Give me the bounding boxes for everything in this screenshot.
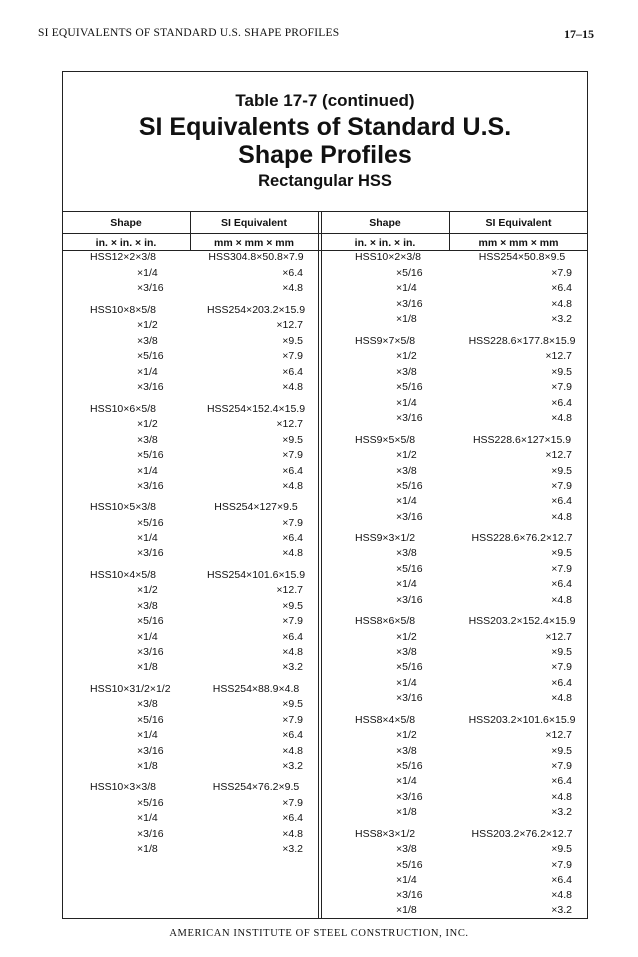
shape-cell: ×1/4 xyxy=(137,465,158,477)
si-cell: ×3.2 xyxy=(282,760,303,772)
si-cell: ×9.5 xyxy=(551,547,572,559)
col-header-shape-right: Shape xyxy=(369,217,401,229)
si-cell: ×7.9 xyxy=(282,517,303,529)
shape-cell: ×3/8 xyxy=(137,698,158,710)
shape-cell: ×1/2 xyxy=(396,449,417,461)
shape-cell: ×3/16 xyxy=(396,412,423,424)
units-si-left: mm × mm × mm xyxy=(214,237,294,249)
si-cell: ×4.8 xyxy=(551,412,572,424)
running-header: SI EQUIVALENTS OF STANDARD U.S. SHAPE PROFILES xyxy=(38,27,340,39)
shape-cell: ×1/4 xyxy=(396,874,417,886)
footer-publisher: AMERICAN INSTITUTE OF STEEL CONSTRUCTION, INC. xyxy=(169,928,469,939)
shape-cell: HSS9×7×5/8 xyxy=(355,335,416,347)
units-us-right: in. × in. × in. xyxy=(354,237,416,249)
si-cell: HSS254×127×9.5 xyxy=(214,501,298,513)
shape-cell: ×1/4 xyxy=(137,631,158,643)
shape-cell: ×1/8 xyxy=(396,904,417,916)
shape-cell: ×1/4 xyxy=(396,677,417,689)
si-cell: ×6.4 xyxy=(282,532,303,544)
shape-cell: ×3/16 xyxy=(137,480,164,492)
shape-cell: ×1/4 xyxy=(137,532,158,544)
si-cell: HSS203.2×76.2×12.7 xyxy=(471,828,573,840)
shape-cell: ×1/8 xyxy=(137,661,158,673)
si-cell: ×12.7 xyxy=(545,729,572,741)
table-subtitle: Rectangular HSS xyxy=(258,172,392,190)
si-cell: ×6.4 xyxy=(551,775,572,787)
si-cell: ×12.7 xyxy=(276,418,303,430)
si-cell: ×4.8 xyxy=(282,745,303,757)
si-cell: ×4.8 xyxy=(551,692,572,704)
table-number: Table 17-7 (continued) xyxy=(235,91,415,110)
si-cell: ×3.2 xyxy=(551,313,572,325)
si-cell: ×12.7 xyxy=(545,350,572,362)
shape-cell: HSS10×4×5/8 xyxy=(90,569,156,581)
shape-cell: ×1/4 xyxy=(137,267,158,279)
shape-cell: ×1/2 xyxy=(396,729,417,741)
shape-cell: ×1/4 xyxy=(396,775,417,787)
si-cell: ×7.9 xyxy=(551,859,572,871)
si-cell: ×4.8 xyxy=(282,480,303,492)
shape-cell: HSS10×3×3/8 xyxy=(90,781,156,793)
si-cell: ×9.5 xyxy=(282,434,303,446)
si-cell: ×4.8 xyxy=(282,381,303,393)
shape-cell: ×3/16 xyxy=(396,594,423,606)
si-cell: ×4.8 xyxy=(551,791,572,803)
si-cell: ×4.8 xyxy=(282,828,303,840)
shape-cell: HSS8×6×5/8 xyxy=(355,615,416,627)
shape-cell: ×5/16 xyxy=(137,797,164,809)
si-cell: ×9.5 xyxy=(551,465,572,477)
si-cell: ×6.4 xyxy=(282,729,303,741)
si-cell: ×6.4 xyxy=(282,812,303,824)
si-cell: ×7.9 xyxy=(282,350,303,362)
shape-cell: ×1/4 xyxy=(396,397,417,409)
shape-cell: ×5/16 xyxy=(396,563,423,575)
shape-cell: ×5/16 xyxy=(137,615,164,627)
shape-cell: ×1/8 xyxy=(396,313,417,325)
shape-cell: ×1/4 xyxy=(396,578,417,590)
si-cell: ×4.8 xyxy=(282,547,303,559)
si-cell: ×6.4 xyxy=(551,495,572,507)
shape-cell: ×1/2 xyxy=(137,319,158,331)
shape-cell: HSS10×2×3/8 xyxy=(355,251,421,263)
shape-cell: ×1/4 xyxy=(137,366,158,378)
shape-cell: ×5/16 xyxy=(396,661,423,673)
si-cell: ×3.2 xyxy=(551,806,572,818)
si-cell: HSS203.2×101.6×15.9 xyxy=(468,714,576,726)
si-cell: ×7.9 xyxy=(282,615,303,627)
si-cell: ×4.8 xyxy=(282,646,303,658)
si-cell: ×6.4 xyxy=(282,267,303,279)
si-cell: ×6.4 xyxy=(282,631,303,643)
si-cell: ×12.7 xyxy=(276,319,303,331)
si-cell: HSS254×88.9×4.8 xyxy=(212,683,300,695)
si-cell: ×7.9 xyxy=(551,760,572,772)
si-cell: ×6.4 xyxy=(551,874,572,886)
col-header-shape-left: Shape xyxy=(110,217,142,229)
si-cell: ×9.5 xyxy=(551,366,572,378)
shape-cell: ×1/4 xyxy=(396,495,417,507)
divider-center-b xyxy=(321,211,322,918)
si-cell: ×4.8 xyxy=(551,511,572,523)
units-si-right: mm × mm × mm xyxy=(478,237,559,249)
shape-cell: ×1/8 xyxy=(137,843,158,855)
shape-cell: ×3/8 xyxy=(396,745,417,757)
rule-top xyxy=(62,211,588,212)
shape-cell: ×3/16 xyxy=(137,745,164,757)
shape-cell: ×3/8 xyxy=(137,434,158,446)
table-title-line-2: Shape Profiles xyxy=(238,141,412,169)
si-cell: ×7.9 xyxy=(282,449,303,461)
si-cell: ×7.9 xyxy=(551,661,572,673)
shape-cell: ×1/2 xyxy=(396,631,417,643)
shape-cell: ×1/2 xyxy=(396,350,417,362)
shape-cell: ×3/8 xyxy=(396,547,417,559)
shape-cell: ×3/16 xyxy=(137,547,164,559)
shape-cell: ×3/16 xyxy=(137,828,164,840)
shape-cell: ×1/4 xyxy=(137,812,158,824)
rule-mid xyxy=(62,233,588,234)
shape-cell: ×3/8 xyxy=(137,600,158,612)
si-cell: ×9.5 xyxy=(551,745,572,757)
shape-cell: HSS12×2×3/8 xyxy=(90,251,156,263)
si-cell: HSS254×50.8×9.5 xyxy=(478,251,566,263)
shape-cell: HSS8×4×5/8 xyxy=(355,714,416,726)
si-cell: ×9.5 xyxy=(282,600,303,612)
shape-cell: ×3/16 xyxy=(396,692,423,704)
shape-cell: ×1/4 xyxy=(137,729,158,741)
si-cell: ×6.4 xyxy=(282,366,303,378)
shape-cell: ×3/16 xyxy=(137,381,164,393)
si-cell: ×12.7 xyxy=(545,631,572,643)
table-title xyxy=(62,113,588,169)
si-cell: ×7.9 xyxy=(282,714,303,726)
si-cell: HSS228.6×76.2×12.7 xyxy=(471,532,573,544)
si-cell: HSS254×152.4×15.9 xyxy=(206,403,306,415)
shape-cell: ×1/2 xyxy=(137,584,158,596)
si-cell: HSS254×76.2×9.5 xyxy=(212,781,300,793)
shape-cell: ×3/16 xyxy=(137,282,164,294)
shape-cell: HSS9×5×5/8 xyxy=(355,434,416,446)
si-cell: HSS228.6×127×15.9 xyxy=(472,434,572,446)
si-cell: HSS254×101.6×15.9 xyxy=(206,569,306,581)
shape-cell: ×1/8 xyxy=(396,806,417,818)
shape-cell: HSS10×8×5/8 xyxy=(90,304,156,316)
si-cell: ×6.4 xyxy=(282,465,303,477)
shape-cell: ×3/8 xyxy=(396,646,417,658)
si-cell: ×12.7 xyxy=(545,449,572,461)
shape-cell: HSS10×31/2×1/2 xyxy=(90,683,171,695)
si-cell: ×6.4 xyxy=(551,397,572,409)
si-cell: HSS304.8×50.8×7.9 xyxy=(208,251,304,263)
shape-cell: ×5/16 xyxy=(396,381,423,393)
si-cell: ×3.2 xyxy=(551,904,572,916)
si-cell: ×7.9 xyxy=(551,267,572,279)
si-cell: ×3.2 xyxy=(282,661,303,673)
si-cell: ×4.8 xyxy=(551,298,572,310)
si-cell: ×12.7 xyxy=(276,584,303,596)
shape-cell: ×5/16 xyxy=(396,480,423,492)
divider-center-a xyxy=(318,211,319,918)
shape-cell: ×5/16 xyxy=(396,859,423,871)
shape-cell: ×1/2 xyxy=(137,418,158,430)
si-cell: ×3.2 xyxy=(282,843,303,855)
shape-cell: ×1/4 xyxy=(396,282,417,294)
si-cell: ×4.8 xyxy=(551,594,572,606)
si-cell: ×6.4 xyxy=(551,677,572,689)
shape-cell: ×1/8 xyxy=(137,760,158,772)
si-cell: ×7.9 xyxy=(282,797,303,809)
si-cell: ×4.8 xyxy=(282,282,303,294)
shape-cell: ×3/16 xyxy=(137,646,164,658)
shape-cell: ×3/16 xyxy=(396,511,423,523)
shape-cell: ×5/16 xyxy=(137,350,164,362)
shape-cell: ×5/16 xyxy=(396,267,423,279)
shape-cell: ×5/16 xyxy=(396,760,423,772)
shape-cell: ×5/16 xyxy=(137,449,164,461)
shape-cell: HSS8×3×1/2 xyxy=(355,828,416,840)
shape-cell: HSS10×6×5/8 xyxy=(90,403,156,415)
shape-cell: ×3/8 xyxy=(396,843,417,855)
si-cell: ×6.4 xyxy=(551,578,572,590)
shape-cell: ×3/16 xyxy=(396,298,423,310)
si-cell: ×4.8 xyxy=(551,889,572,901)
units-us-left: in. × in. × in. xyxy=(95,237,157,249)
shape-cell: ×3/8 xyxy=(137,335,158,347)
si-cell: ×6.4 xyxy=(551,282,572,294)
shape-cell: ×3/16 xyxy=(396,889,423,901)
shape-cell: ×3/8 xyxy=(396,465,417,477)
si-cell: ×9.5 xyxy=(282,698,303,710)
shape-cell: ×3/16 xyxy=(396,791,423,803)
si-cell: ×9.5 xyxy=(551,843,572,855)
si-cell: ×9.5 xyxy=(282,335,303,347)
shape-cell: HSS9×3×1/2 xyxy=(355,532,416,544)
si-cell: HSS203.2×152.4×15.9 xyxy=(468,615,576,627)
si-cell: ×9.5 xyxy=(551,646,572,658)
si-cell: ×7.9 xyxy=(551,381,572,393)
si-cell: ×7.9 xyxy=(551,480,572,492)
shape-cell: ×5/16 xyxy=(137,517,164,529)
shape-cell: ×5/16 xyxy=(137,714,164,726)
si-cell: HSS228.6×177.8×15.9 xyxy=(468,335,576,347)
shape-cell: ×3/8 xyxy=(396,366,417,378)
shape-cell: HSS10×5×3/8 xyxy=(90,501,156,513)
si-cell: HSS254×203.2×15.9 xyxy=(206,304,306,316)
table-title-line-1: SI Equivalents of Standard U.S. xyxy=(138,113,512,141)
col-header-si-right: SI Equivalent xyxy=(485,217,552,229)
col-header-si-left: SI Equivalent xyxy=(221,217,287,229)
si-cell: ×7.9 xyxy=(551,563,572,575)
page-number: 17–15 xyxy=(564,27,594,41)
